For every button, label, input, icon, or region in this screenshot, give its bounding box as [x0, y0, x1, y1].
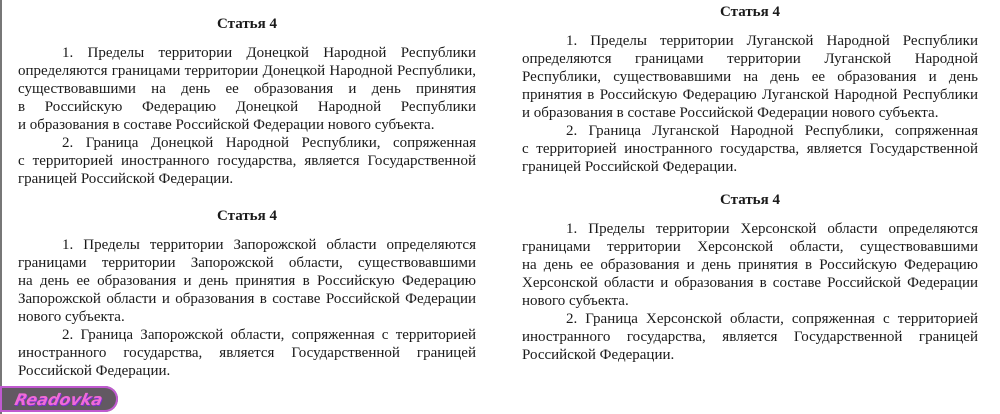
paragraph-line: Российской Федерации. — [522, 347, 675, 363]
left-border — [0, 0, 2, 414]
paragraph-line: и образования в составе Российской Федерации нового субъекта. — [18, 117, 435, 133]
paragraph-line: 2. Граница Луганской Народной Республики, сопряженная — [566, 123, 978, 139]
watermark-text: Readovka — [13, 389, 105, 409]
paragraph-line: и образования в составе Российской Федерации нового субъекта. — [522, 105, 939, 121]
paragraph-line: Запорожской области и образования в составе Российской Федерации — [18, 291, 476, 307]
paragraph-line: 2. Граница Херсонской области, сопряженная с территорией — [566, 311, 978, 327]
paragraph-line: с территорией иностранного государства, является Государственной — [18, 153, 476, 169]
paragraph-line: 1. Пределы территории Запорожской области определяются — [62, 237, 476, 253]
watermark-logo — [0, 386, 118, 412]
paragraph-line: границей Российской Федерации. — [522, 159, 738, 175]
paragraph-line: определяются границами территории Донецкой Народной Республики, — [18, 63, 476, 79]
paragraph-line: границами территории Запорожской области, существовавшими — [18, 255, 476, 271]
paragraph-line: Херсонской области и образования в составе Российской Федерации — [522, 275, 978, 291]
article-zaporozhye — [18, 206, 476, 380]
paragraph-line: определяются границами территории Луганской Народной — [522, 51, 978, 67]
article-donetsk — [18, 14, 476, 188]
paragraph-line: принятия в Российскую Федерацию Луганской Народной Республики — [522, 87, 978, 103]
paragraph-line: 2. Граница Донецкой Народной Республики, сопряженная — [62, 135, 476, 151]
paragraph-line: на день ее образования и день принятия в Российскую Федерацию — [522, 257, 978, 273]
paragraph-line: границами территории Херсонской области, существовавшими — [522, 239, 978, 255]
paragraph-line: иностранного государства, является Государственной границей — [522, 329, 978, 345]
article-title: Статья 4 — [720, 192, 780, 208]
article-title: Статья 4 — [217, 208, 277, 224]
paragraph-line: 1. Пределы территории Херсонской области определяются — [566, 221, 978, 237]
article-title: Статья 4 — [720, 4, 780, 20]
article-title: Статья 4 — [217, 16, 277, 32]
paragraph-line: иностранного государства, является Государственной границей — [18, 345, 476, 361]
paragraph-line: с территорией иностранного государства, является Государственной — [522, 141, 978, 157]
paragraph-line: Российской Федерации. — [18, 363, 171, 379]
paragraph-line: нового субъекта. — [522, 293, 629, 309]
paragraph-line: Республики, существовавшими на день ее образования и день — [522, 69, 978, 85]
article-lugansk — [522, 2, 978, 176]
paragraph-line: на день ее образования и день принятия в Российскую Федерацию — [18, 273, 476, 289]
paragraph-line: 1. Пределы территории Донецкой Народной Республики — [62, 45, 476, 61]
paragraph-line: 2. Граница Запорожской области, сопряженная с территорией — [62, 327, 476, 343]
paragraph-line: границей Российской Федерации. — [18, 171, 234, 187]
paragraph-line: нового субъекта. — [18, 309, 125, 325]
paragraph-line: в Российскую Федерацию Донецкой Народной Республики — [18, 99, 476, 115]
article-kherson — [522, 190, 978, 364]
paragraph-line: 1. Пределы территории Луганской Народной Республики — [566, 33, 978, 49]
paragraph-line: существовавшими на день ее образования и день принятия — [18, 81, 476, 97]
